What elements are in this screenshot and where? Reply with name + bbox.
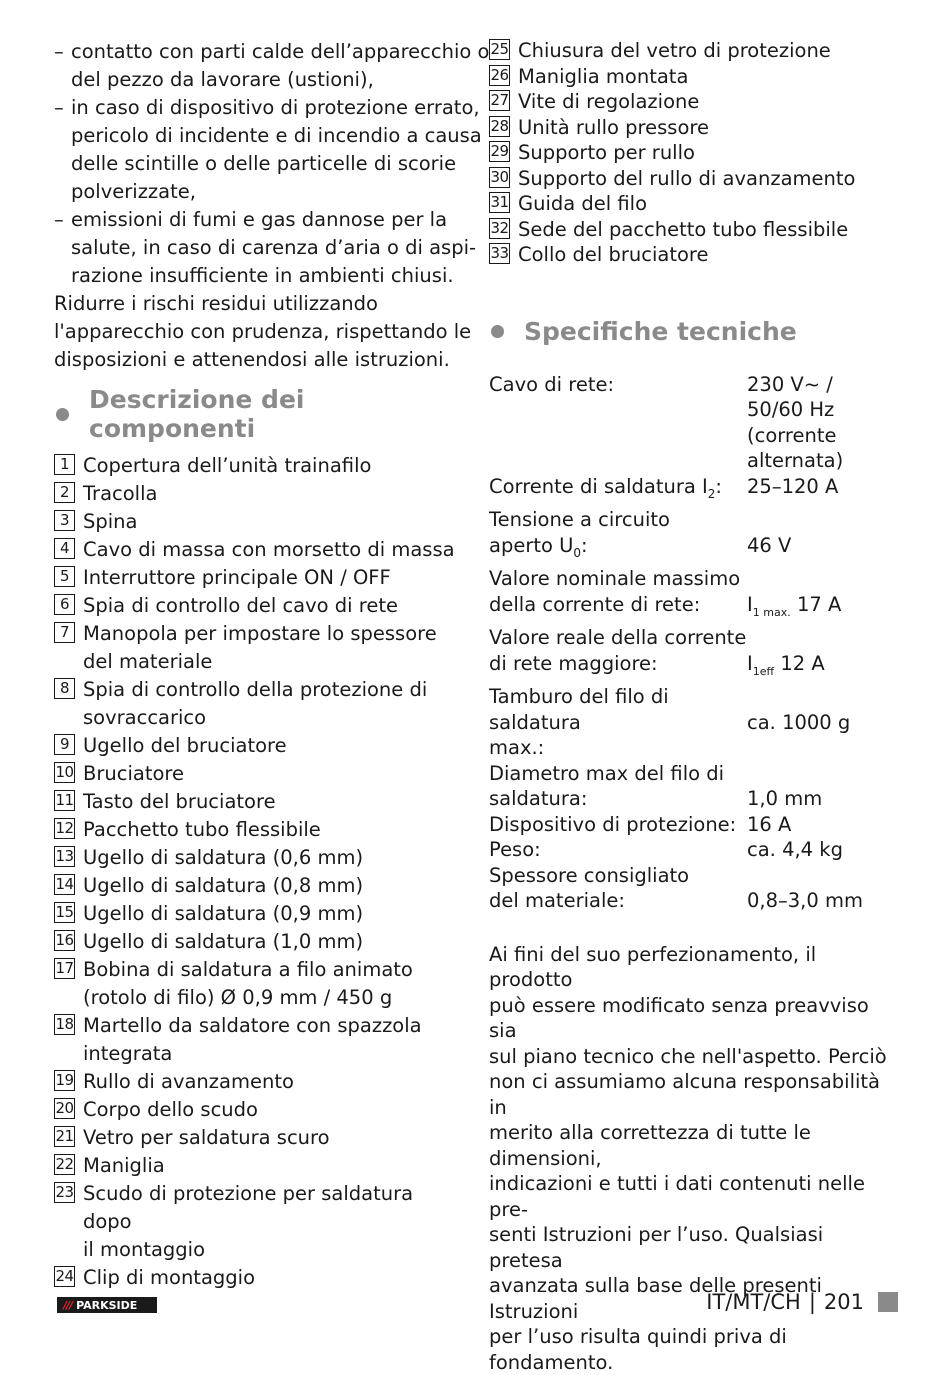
component-line: Spia di controllo della protezione di (83, 676, 427, 704)
component-number: 26 (489, 65, 510, 86)
component-item (489, 166, 899, 192)
spec-value-line: 230 V~ / (747, 372, 897, 398)
component-item (489, 115, 899, 141)
component-line: integrata (83, 1040, 422, 1068)
closing-paragraph (54, 290, 466, 374)
component-line: Spia di controllo del cavo di rete (83, 592, 398, 620)
component-number: 7 (54, 622, 75, 643)
intro-line (54, 38, 466, 66)
intro-text: contatto con parti calde dell’apparecchio o (71, 40, 489, 63)
component-item (54, 956, 466, 1012)
component-item (54, 592, 466, 620)
component-line: Corpo dello scudo (83, 1096, 258, 1124)
component-text (83, 1124, 330, 1152)
disclaimer-line: non ci assumiamo alcuna responsabilità in (489, 1069, 899, 1120)
component-line: Ugello di saldatura (1,0 mm) (83, 928, 363, 956)
component-line: Scudo di protezione per saldatura dopo (83, 1180, 466, 1236)
component-text (83, 872, 363, 900)
component-text (83, 508, 137, 536)
component-text (83, 1012, 422, 1068)
components-list-continued (489, 38, 899, 268)
component-text (83, 788, 276, 816)
component-text (83, 1264, 255, 1292)
component-number: 12 (54, 818, 75, 839)
intro-text: pericolo di incidente e di incendio a causa (71, 124, 482, 147)
component-text (83, 564, 391, 592)
component-item (54, 844, 466, 872)
component-number: 32 (489, 218, 510, 239)
intro-line (54, 66, 466, 94)
component-item (54, 676, 466, 732)
component-item (489, 89, 899, 115)
component-line: Copertura dell’unità trainafilo (83, 452, 371, 480)
component-text (83, 956, 413, 1012)
spec-label: Corrente di saldatura $I_2$: (489, 474, 747, 508)
component-number: 13 (54, 846, 75, 867)
spec-value: ca. 4,4 kg (747, 837, 897, 863)
component-number: 8 (54, 678, 75, 699)
component-number: 3 (54, 510, 75, 531)
component-item (54, 1152, 466, 1180)
spec-row-thickness (489, 863, 899, 914)
intro-text: polverizzate, (71, 180, 196, 203)
disclaimer-line: Ai fini del suo perfezionamento, il prodotto (489, 942, 899, 993)
component-line: sovraccarico (83, 704, 427, 732)
spec-row-real-current (489, 625, 899, 684)
component-number: 29 (489, 141, 510, 162)
component-item (489, 140, 899, 166)
spec-row-welding-current (489, 474, 899, 508)
component-line: Maniglia (83, 1152, 165, 1180)
component-line: Martello da saldatore con spazzola (83, 1012, 422, 1040)
components-list (54, 452, 466, 1292)
spec-value: 0,8–3,0 mm (747, 863, 897, 914)
intro-line (54, 262, 466, 290)
spec-value: 25–120 A (747, 474, 897, 508)
component-line: Manopola per impostare lo spessore (83, 620, 437, 648)
component-text: Guida del filo (518, 191, 647, 217)
component-number: 11 (54, 790, 75, 811)
component-text: Unità rullo pressore (518, 115, 709, 141)
disclaimer-line: sul piano tecnico che nell'aspetto. Perciò (489, 1044, 899, 1070)
component-text (83, 844, 363, 872)
component-item (54, 620, 466, 676)
component-line: Bruciatore (83, 760, 184, 788)
dash-marker: – (54, 94, 64, 122)
spec-row-weight (489, 837, 899, 863)
component-item (54, 816, 466, 844)
component-item (489, 217, 899, 243)
component-item (54, 872, 466, 900)
component-item (54, 508, 466, 536)
spec-label: Valore nominale massimo della corrente di rete: (489, 566, 747, 625)
spec-value: $I_{1eff}$ 12 A (747, 625, 897, 684)
component-text (83, 1096, 258, 1124)
spec-value-line: (corrente (747, 423, 897, 449)
intro-line (54, 94, 466, 122)
component-line: Rullo di avanzamento (83, 1068, 294, 1096)
footer-separator: | (809, 1290, 816, 1314)
component-number: 33 (489, 243, 510, 264)
component-item (489, 242, 899, 268)
component-number: 6 (54, 594, 75, 615)
closing-line: disposizioni e attenendosi alle istruzioni. (54, 346, 466, 374)
spec-value (747, 372, 897, 474)
component-number: 17 (54, 958, 75, 979)
specs-table (489, 372, 899, 914)
component-text (83, 676, 427, 732)
component-item (489, 191, 899, 217)
component-line: Cavo di massa con morsetto di massa (83, 536, 455, 564)
intro-text: del pezzo da lavorare (ustioni), (71, 68, 374, 91)
component-item (54, 536, 466, 564)
dash-marker: – (54, 206, 64, 234)
component-number: 23 (54, 1182, 75, 1203)
component-number: 9 (54, 734, 75, 755)
component-text: Chiusura del vetro di protezione (518, 38, 831, 64)
component-item (54, 928, 466, 956)
component-number: 19 (54, 1070, 75, 1091)
spec-label: Spessore consigliato del materiale: (489, 863, 747, 914)
component-item (54, 1012, 466, 1068)
spec-label: Diametro max del filo di saldatura: (489, 761, 747, 812)
disclaimer-line: può essere modificato senza preavviso sia (489, 993, 899, 1044)
spec-value-line: 50/60 Hz (747, 397, 897, 423)
parkside-logo (57, 1297, 157, 1313)
component-number: 1 (54, 454, 75, 475)
left-column (54, 38, 466, 1292)
component-text: Vite di regolazione (518, 89, 699, 115)
disclaimer-line: senti Istruzioni per l’uso. Qualsiasi pretesa (489, 1222, 899, 1273)
component-text (83, 928, 363, 956)
component-line: Interruttore principale ON / OFF (83, 564, 391, 592)
spec-label: Tamburo del filo di saldatura max.: (489, 684, 747, 761)
component-item (54, 480, 466, 508)
spec-row-wire-drum (489, 684, 899, 761)
component-number: 28 (489, 116, 510, 137)
component-number: 16 (54, 930, 75, 951)
component-item (54, 1096, 466, 1124)
component-item (54, 760, 466, 788)
intro-text: emissioni di fumi e gas dannose per la (71, 208, 447, 231)
spec-value: 1,0 mm (747, 761, 897, 812)
component-text (83, 760, 184, 788)
component-text: Supporto per rullo (518, 140, 695, 166)
spec-row-fuse (489, 812, 899, 838)
component-line: Tasto del bruciatore (83, 788, 276, 816)
spec-row-max-current (489, 566, 899, 625)
component-number: 18 (54, 1014, 75, 1035)
heading-text: Descrizione dei componenti (89, 385, 466, 443)
component-text (83, 1180, 466, 1264)
component-line: Ugello del bruciatore (83, 732, 287, 760)
disclaimer-line: avanzata sulla base delle presenti Istruzioni (489, 1273, 899, 1324)
component-number: 21 (54, 1126, 75, 1147)
component-text (83, 1152, 165, 1180)
component-line: Ugello di saldatura (0,6 mm) (83, 844, 363, 872)
component-text: Collo del bruciatore (518, 242, 709, 268)
component-number: 22 (54, 1154, 75, 1175)
component-text (83, 900, 363, 928)
component-item (54, 900, 466, 928)
dash-marker: – (54, 38, 64, 66)
page-number: 201 (824, 1290, 864, 1314)
intro-line (54, 206, 466, 234)
spec-value: ca. 1000 g (747, 684, 897, 761)
component-item (489, 64, 899, 90)
component-number: 27 (489, 90, 510, 111)
spec-row-mains (489, 372, 899, 474)
intro-list (54, 38, 466, 290)
component-line: Bobina di saldatura a filo animato (83, 956, 413, 984)
component-text (83, 620, 437, 676)
component-text (83, 816, 321, 844)
spec-label: Dispositivo di protezione: (489, 812, 747, 838)
logo-text: PARKSIDE (76, 1299, 137, 1312)
spec-value: 16 A (747, 812, 897, 838)
component-text (83, 1068, 294, 1096)
spec-value: 46 V (747, 507, 897, 566)
intro-line (54, 178, 466, 206)
component-number: 10 (54, 762, 75, 783)
component-text (83, 592, 398, 620)
spec-label: Peso: (489, 837, 747, 863)
component-number: 15 (54, 902, 75, 923)
spec-label: Valore reale della corrente di rete maggiore: (489, 625, 747, 684)
spec-row-open-circuit (489, 507, 899, 566)
component-item (489, 38, 899, 64)
intro-text: razione insufficiente in ambienti chiusi. (71, 264, 454, 287)
component-item (54, 1180, 466, 1264)
component-line: Clip di montaggio (83, 1264, 255, 1292)
page-footer (706, 1290, 898, 1314)
component-text (83, 536, 455, 564)
section-heading-components (54, 394, 466, 434)
component-number: 5 (54, 566, 75, 587)
component-item (54, 732, 466, 760)
heading-text: Specifiche tecniche (524, 317, 797, 346)
component-item (54, 1068, 466, 1096)
spec-value: $I_{1 max.}$ 17 A (747, 566, 897, 625)
intro-text: delle scintille o delle particelle di scorie (71, 152, 456, 175)
disclaimer-line: merito alla correttezza di tutte le dimensioni, (489, 1120, 899, 1171)
component-number: 14 (54, 874, 75, 895)
component-item (54, 1264, 466, 1292)
intro-line (54, 122, 466, 150)
spec-row-wire-diameter (489, 761, 899, 812)
spec-label: Tensione a circuito aperto $U_0$: (489, 507, 747, 566)
component-line: Pacchetto tubo flessibile (83, 816, 321, 844)
component-line: del materiale (83, 648, 437, 676)
spec-label: Cavo di rete: (489, 372, 747, 474)
logo-stripes: /// (63, 1299, 72, 1312)
intro-line (54, 234, 466, 262)
component-line: Vetro per saldatura scuro (83, 1124, 330, 1152)
bullet-icon (491, 325, 504, 338)
page-marker-square (878, 1292, 898, 1312)
intro-text: in caso di dispositivo di protezione errato, (71, 96, 480, 119)
component-text (83, 452, 371, 480)
component-item (54, 564, 466, 592)
spec-value-line: alternata) (747, 448, 897, 474)
disclaimer-line: indicazioni e tutti i dati contenuti nelle pre- (489, 1171, 899, 1222)
component-number: 4 (54, 538, 75, 559)
component-line: Ugello di saldatura (0,8 mm) (83, 872, 363, 900)
component-text (83, 480, 157, 508)
component-item (54, 452, 466, 480)
component-text: Supporto del rullo di avanzamento (518, 166, 855, 192)
bullet-icon (56, 408, 69, 421)
component-line: il montaggio (83, 1236, 466, 1264)
component-line: (rotolo di filo) Ø 0,9 mm / 450 g (83, 984, 413, 1012)
component-number: 20 (54, 1098, 75, 1119)
right-column (489, 38, 899, 1375)
disclaimer-line: per l’uso risulta quindi priva di fondamento. (489, 1324, 899, 1375)
closing-line: Ridurre i rischi residui utilizzando (54, 290, 466, 318)
locale-label: IT/MT/CH (706, 1290, 801, 1314)
component-number: 30 (489, 167, 510, 188)
component-text: Maniglia montata (518, 64, 688, 90)
component-text: Sede del pacchetto tubo flessibile (518, 217, 848, 243)
component-line: Tracolla (83, 480, 157, 508)
intro-text: salute, in caso di carenza d’aria o di aspi- (71, 236, 476, 259)
component-item (54, 788, 466, 816)
component-number: 24 (54, 1266, 75, 1287)
component-line: Ugello di saldatura (0,9 mm) (83, 900, 363, 928)
component-number: 31 (489, 192, 510, 213)
section-heading-specs (489, 312, 899, 352)
component-number: 25 (489, 39, 510, 60)
closing-line: l'apparecchio con prudenza, rispettando le (54, 318, 466, 346)
component-number: 2 (54, 482, 75, 503)
component-text (83, 732, 287, 760)
intro-line (54, 150, 466, 178)
component-line: Spina (83, 508, 137, 536)
component-item (54, 1124, 466, 1152)
